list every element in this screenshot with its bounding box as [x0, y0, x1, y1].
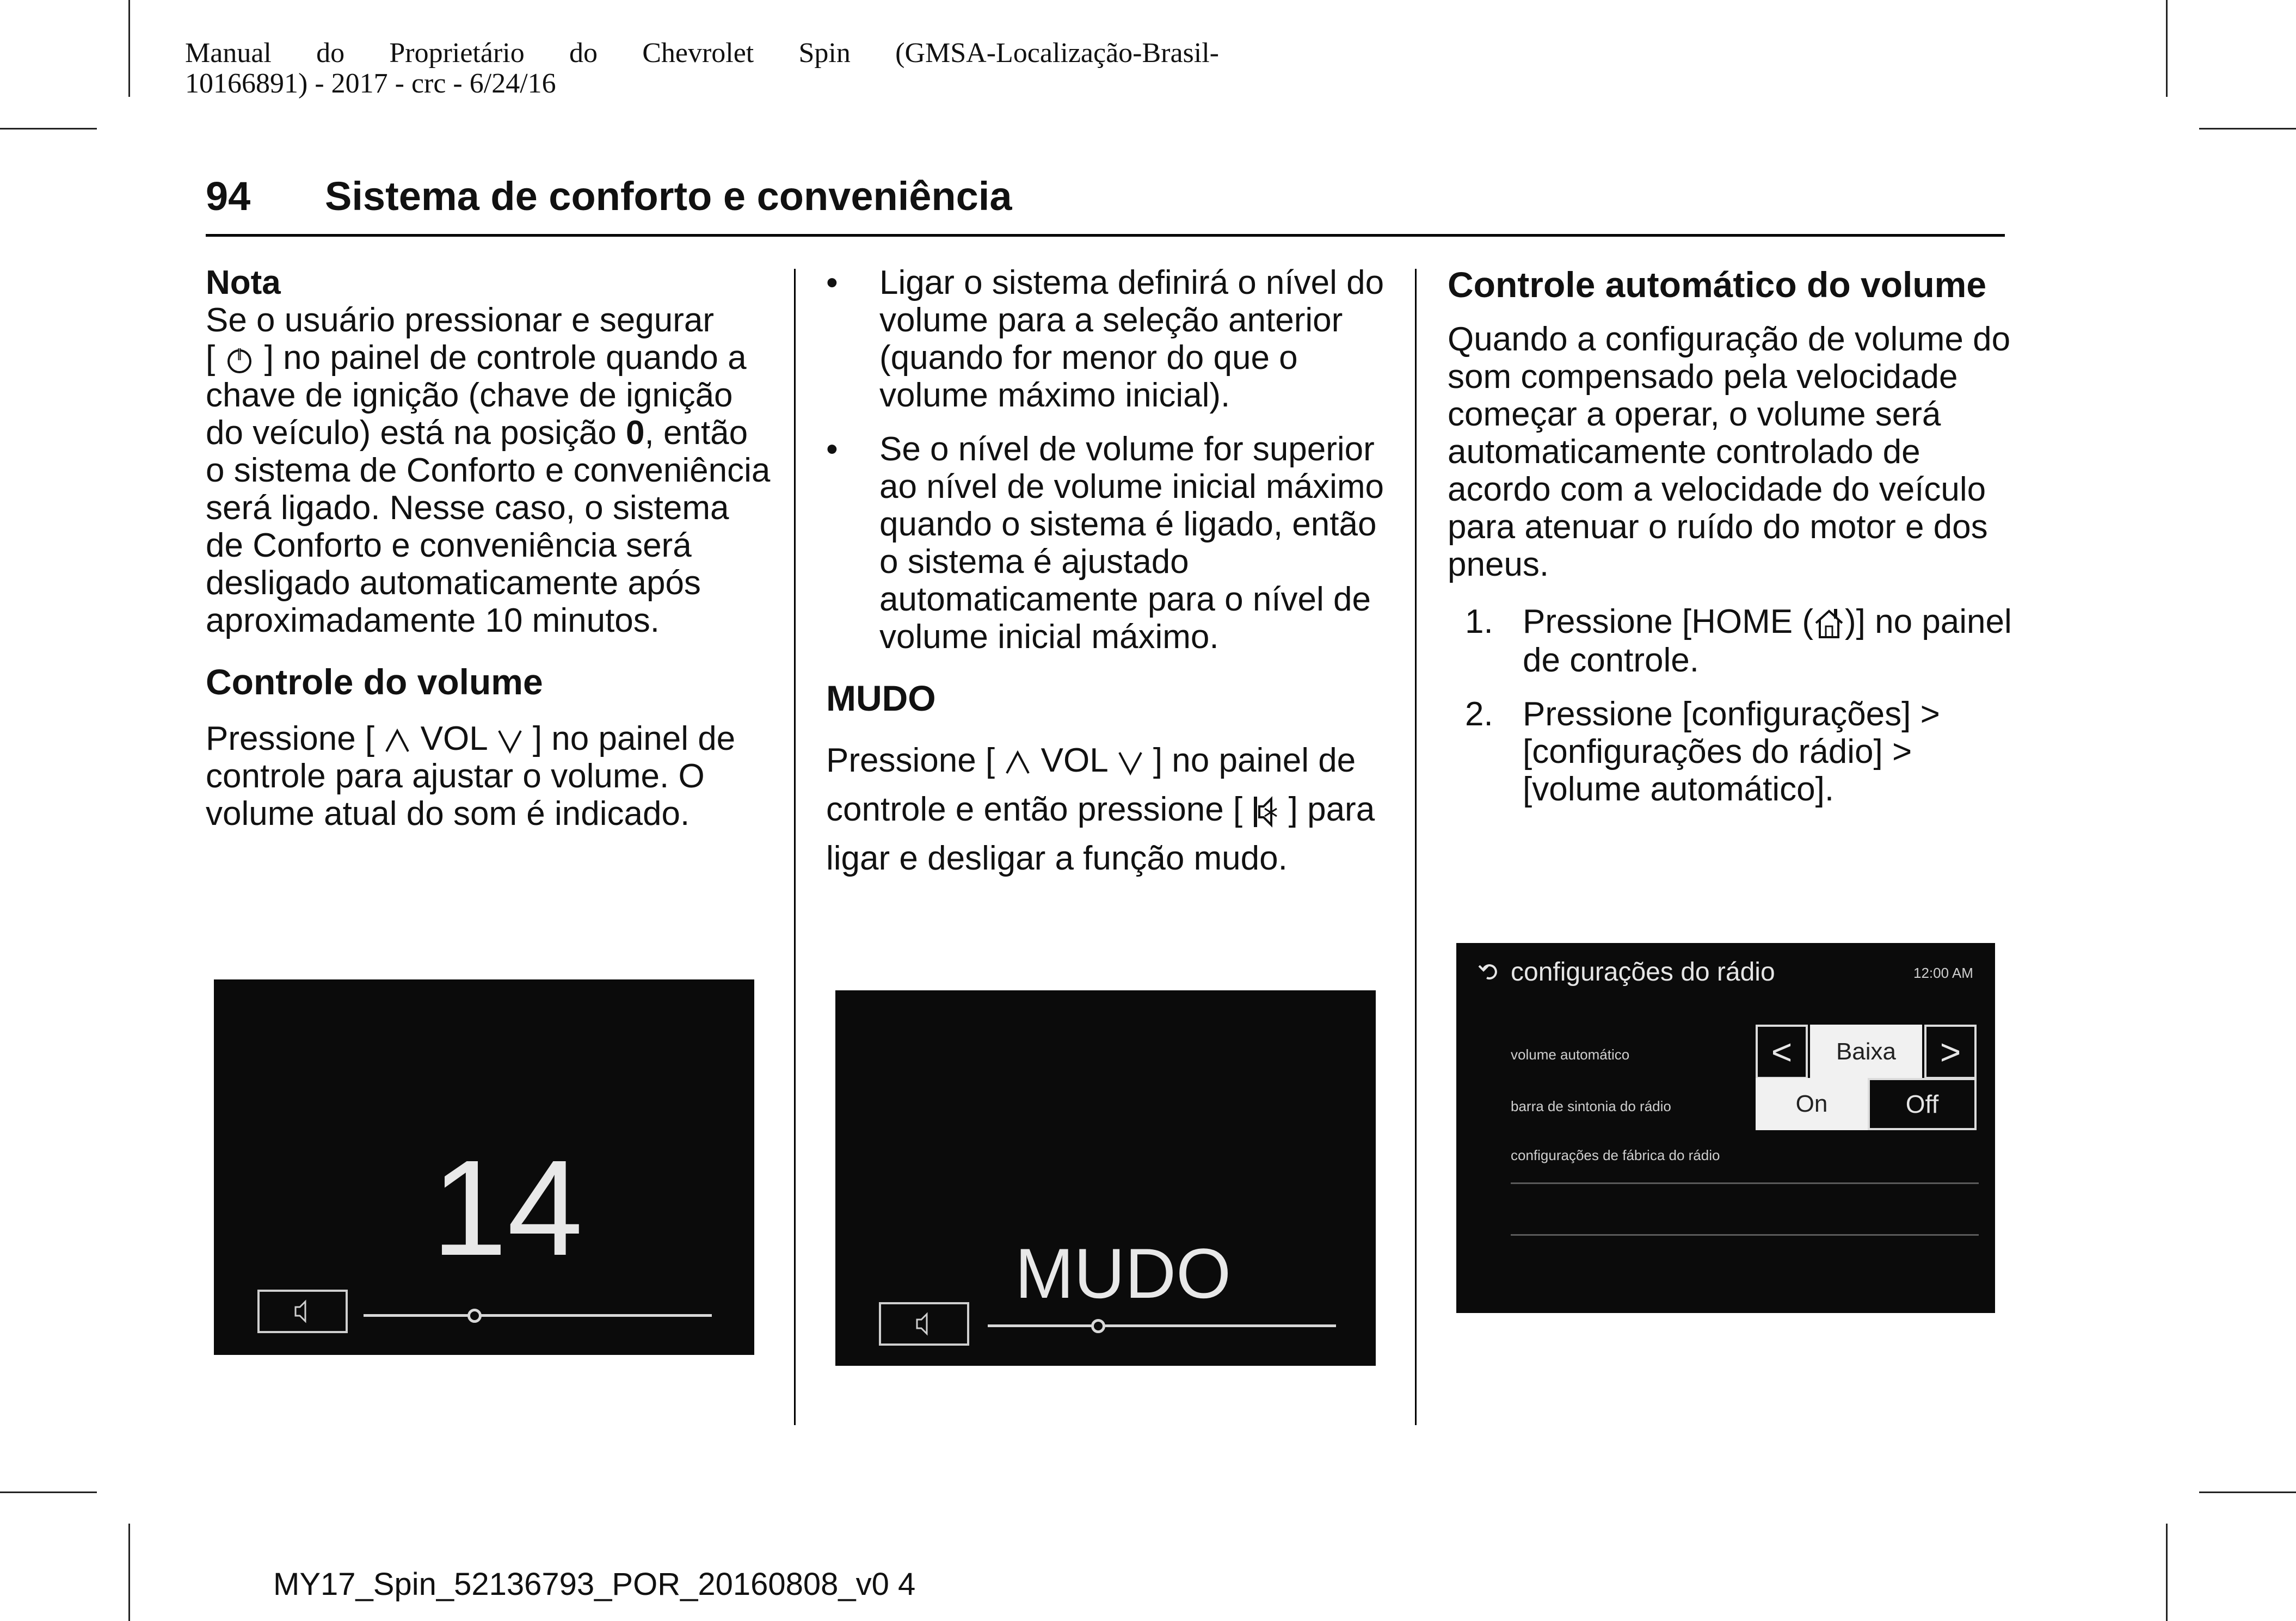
page-number: 94 [206, 174, 251, 219]
volume-text [206, 720, 772, 833]
next-button[interactable]: > [1924, 1025, 1977, 1079]
page-title: Sistema de conforto e conveniência [325, 174, 1012, 219]
crop-mark [2199, 1491, 2296, 1493]
bullet-list [826, 264, 1392, 656]
bullet-text: Ligar o sistema definirá o nível do volume para a seleção anterior (quando for menor do que o volume máximo inicial). [879, 264, 1384, 414]
mute-text-part2: ] no painel de controle e então pressione [ [826, 742, 1356, 828]
bullet: • [826, 264, 838, 301]
mute-text [826, 736, 1392, 883]
section-heading-mute: MUDO [826, 678, 936, 718]
row-label-auto-volume: volume automático [1511, 1046, 1630, 1063]
document-meta-header [185, 38, 1219, 99]
crop-mark [128, 1524, 130, 1621]
crop-mark [2166, 0, 2168, 97]
note-text-part1: Se o usuário pressionar e segurar [206, 301, 714, 339]
auto-volume-value: Baixa [1810, 1025, 1922, 1079]
note-heading: Nota [206, 264, 281, 301]
document-footer: MY17_Spin_52136793_POR_20160808_v0 4 [273, 1567, 916, 1602]
volume-value: 14 [432, 1132, 583, 1284]
column-divider [794, 269, 796, 1425]
volume-text-part2: ] no painel de controle para ajustar o volume. O volume atual do som é indicado. [206, 720, 736, 833]
volume-slider-track [364, 1314, 712, 1317]
chevron-up-icon [384, 728, 411, 755]
meta-line-1: Manual do Proprietário do Chevrolet Spin (GMSA-Localização-Brasil- [185, 38, 1219, 69]
list-item [826, 264, 1392, 414]
note-text-part3: , então o sistema de Conforto e conveniência será ligado. Nesse caso, o sistema de Conforto e conveniência será desligado automaticamente após aproximadamente 10 minutos. [206, 414, 771, 639]
mute-text-part3: ] para ligar e desligar a função mudo. [826, 791, 1375, 877]
speaker-box [879, 1302, 969, 1346]
list-item [1448, 695, 2014, 808]
back-icon [1477, 959, 1501, 983]
bracket-open: [ [206, 339, 216, 377]
list-item [826, 430, 1392, 656]
bullet: • [826, 430, 838, 468]
volume-slider-track [988, 1324, 1336, 1327]
off-button[interactable]: Off [1868, 1078, 1977, 1130]
section-heading-volume: Controle do volume [206, 662, 543, 702]
volume-text-part1: Pressione [ [206, 720, 375, 757]
row-label-factory-settings[interactable]: configurações de fábrica do rádio [1511, 1147, 1720, 1163]
column-2 [826, 264, 1392, 883]
crop-mark [0, 1491, 97, 1493]
chevron-down-icon [1117, 749, 1144, 776]
volume-slider-knob [467, 1309, 482, 1323]
bullet-text: Se o nível de volume for superior ao nível de volume inicial máximo quando o sistema é ligado, então o sistema é ajustado automaticamente para o nível de volume inicial máximo. [879, 430, 1384, 656]
step-number: 1. [1465, 603, 1493, 640]
steps-list [1448, 603, 2014, 808]
on-button[interactable]: On [1756, 1078, 1868, 1130]
mute-icon [1252, 794, 1279, 829]
meta-line-2: 10166891) - 2017 - crc - 6/24/16 [185, 68, 556, 99]
home-icon [1813, 607, 1845, 642]
radio-settings-screen-image [1456, 943, 1995, 1313]
mute-text-part1: Pressione [ [826, 742, 995, 779]
crop-mark [128, 0, 130, 97]
crop-mark [0, 128, 97, 130]
step-text: Pressione [configurações] > [configurações do rádio] > [volume automático]. [1523, 695, 1940, 808]
power-icon [224, 344, 255, 377]
auto-volume-text: Quando a configuração de volume do som compensado pela velocidade começar a operar, o volume será automaticamente controlado de acordo com a velocidade do veículo para atenuar o ruído do motor e dos pneus. [1448, 320, 2011, 583]
volume-screen-image [214, 979, 754, 1355]
chevron-down-icon [496, 728, 524, 755]
divider [1511, 1182, 1979, 1184]
mute-screen-image [835, 990, 1376, 1366]
mute-label: MUDO [1015, 1234, 1232, 1313]
note-text [206, 301, 772, 639]
ignition-position: 0 [626, 414, 645, 452]
speaker-icon [260, 1292, 346, 1331]
crop-mark [2199, 128, 2296, 130]
note-text-part2: ] no painel de controle quando a chave de ignição (chave de ignição do veículo) está na posição [206, 339, 747, 452]
divider [1511, 1234, 1979, 1236]
column-1 [206, 264, 772, 833]
prev-button[interactable]: < [1756, 1025, 1808, 1079]
speaker-box [257, 1290, 348, 1333]
crop-mark [2166, 1524, 2168, 1621]
volume-slider-knob [1091, 1319, 1105, 1333]
chevron-up-icon [1004, 749, 1031, 776]
column-divider [1415, 269, 1417, 1425]
row-label-tuning-bar: barra de sintonia do rádio [1511, 1098, 1671, 1114]
header-rule [206, 234, 2005, 237]
column-3 [1448, 264, 2014, 808]
radio-settings-title: configurações do rádio [1511, 958, 1775, 987]
clock: 12:00 AM [1913, 965, 1973, 981]
step-number: 2. [1465, 695, 1493, 733]
vol-label: VOL [420, 720, 487, 757]
step-text: Pressione [HOME ( [1523, 603, 1814, 640]
vol-label: VOL [1041, 742, 1107, 779]
step-text: )] no painel de controle. [1523, 603, 2012, 679]
list-item [1448, 603, 2014, 679]
speaker-icon [881, 1304, 967, 1343]
section-heading-auto-volume: Controle automático do volume [1448, 264, 1987, 305]
